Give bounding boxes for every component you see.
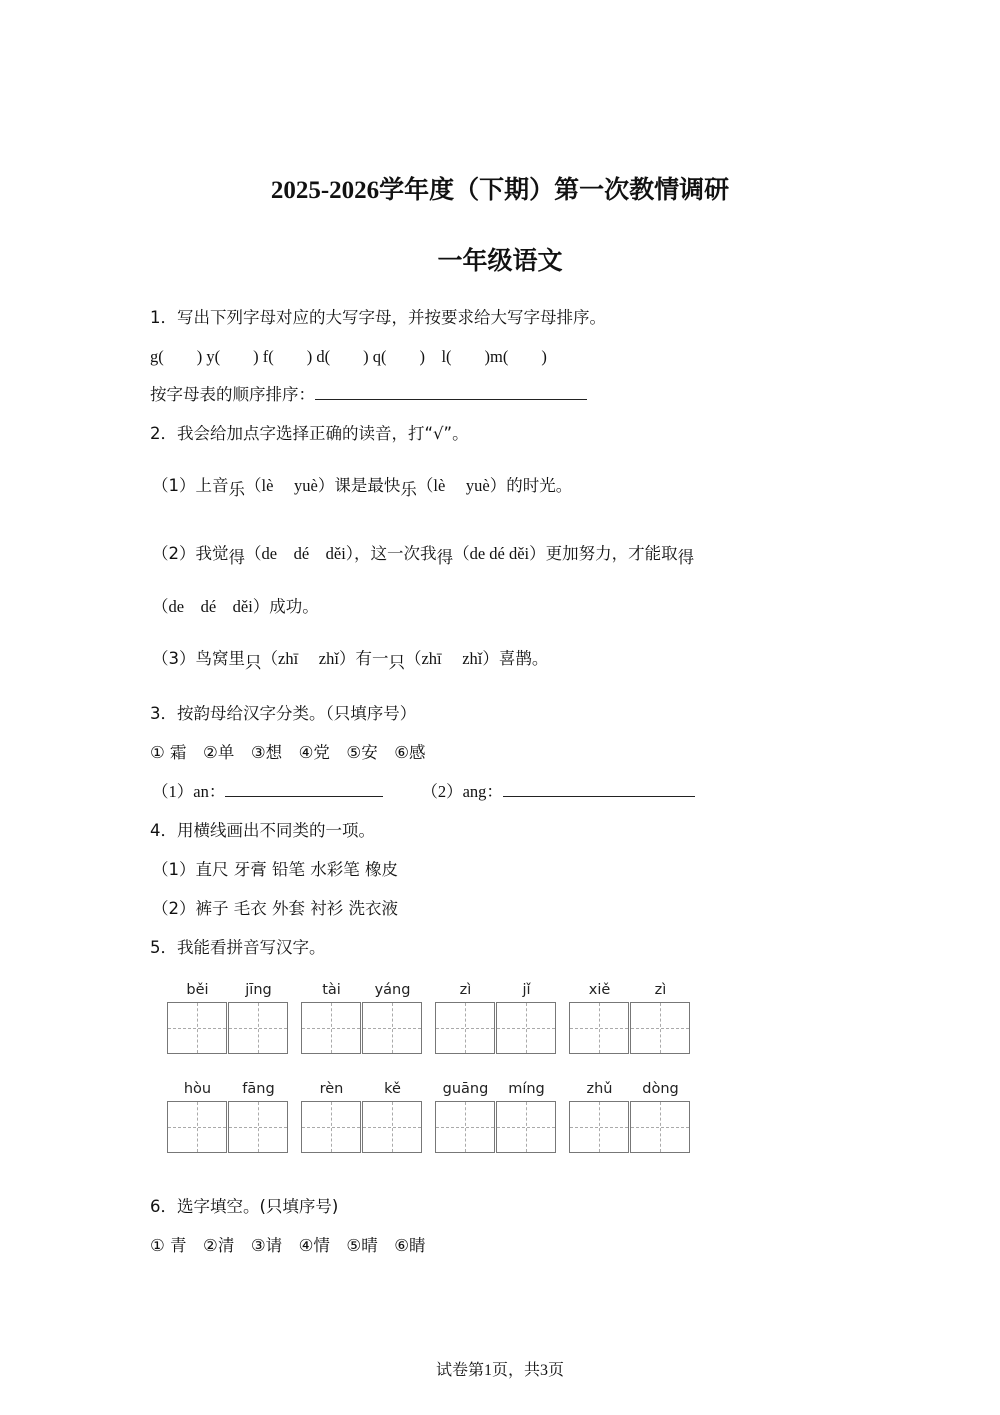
cell-guide-horizontal — [168, 1028, 226, 1029]
q2-sentence-3 — [152, 645, 549, 672]
q3-options: ① 霜 ②单 ③想 ④党 ⑤安 ⑥感 — [150, 743, 426, 762]
dotted-char: 得 — [677, 548, 695, 567]
pinyin-label: guāng — [442, 1081, 489, 1097]
writing-cell[interactable] — [569, 1002, 629, 1054]
pinyin-label: jīng — [245, 982, 272, 998]
pinyin-label: zhǔ — [586, 1081, 613, 1097]
q1-letters: g( ) y( ) f( ) d( ) q( ) l( )m( ) — [150, 347, 547, 366]
writing-cell[interactable] — [362, 1002, 422, 1054]
cell-guide-horizontal — [229, 1127, 287, 1128]
page-footer: 试卷第1页，共3页 — [435, 1362, 564, 1379]
pinyin-label: míng — [508, 1081, 545, 1097]
q1-sort-label: 按字母表的顺序排序： — [150, 385, 315, 404]
writing-cell[interactable] — [301, 1002, 361, 1054]
pinyin-choice[interactable]: （de dé děi），这一次我 — [245, 544, 437, 563]
q5-prompt: 5．我能看拼音写汉字。 — [150, 938, 326, 957]
q3-ang-label: （2）ang： — [421, 782, 503, 801]
writing-cell[interactable] — [496, 1002, 556, 1054]
writing-cell[interactable] — [569, 1101, 629, 1153]
q4-line-1[interactable]: （1）直尺 牙膏 铅笔 水彩笔 橡皮 — [152, 860, 398, 879]
pinyin-label: hòu — [183, 1081, 212, 1097]
writing-cell[interactable] — [301, 1101, 361, 1153]
cell-guide-horizontal — [436, 1028, 494, 1029]
q1-prompt: 1．写出下列字母对应的大写字母，并按要求给大写字母排序。 — [150, 308, 606, 327]
writing-cell[interactable] — [435, 1101, 495, 1153]
dotted-char: 只 — [388, 653, 405, 672]
cell-guide-horizontal — [363, 1028, 421, 1029]
q3-answer-row — [152, 778, 695, 802]
writing-cell[interactable] — [630, 1101, 690, 1153]
writing-cell[interactable] — [167, 1101, 227, 1153]
q2-s3-part: （3）鸟窝里 — [152, 649, 245, 668]
pinyin-label: fāng — [242, 1081, 275, 1097]
cell-guide-horizontal — [302, 1127, 360, 1128]
cell-guide-horizontal — [302, 1028, 360, 1029]
pinyin-label: tài — [322, 982, 341, 998]
pinyin-choice[interactable]: （zhī zhǐ）有一 — [261, 649, 389, 668]
q2-sentence-1 — [152, 472, 573, 499]
cell-guide-horizontal — [436, 1127, 494, 1128]
dotted-char: 乐 — [228, 480, 245, 499]
exam-subtitle: 一年级语文 — [437, 246, 563, 275]
pinyin-label: yáng — [374, 982, 411, 998]
dotted-char: 得 — [228, 548, 245, 567]
q4-prompt: 4．用横线画出不同类的一项。 — [150, 821, 375, 840]
dotted-char: 得 — [436, 548, 454, 567]
pinyin-choice[interactable]: （lè yuè）课是最快 — [245, 476, 401, 495]
q3-prompt: 3．按韵母给汉字分类。（只填序号） — [150, 704, 417, 723]
cell-guide-horizontal — [631, 1127, 689, 1128]
writing-cell[interactable] — [630, 1002, 690, 1054]
q6-prompt: 6．选字填空。(只填序号) — [150, 1197, 339, 1216]
q1-answer-blank[interactable] — [315, 383, 587, 400]
pinyin-label: zì — [654, 982, 667, 998]
writing-cell[interactable] — [496, 1101, 556, 1153]
cell-guide-horizontal — [570, 1028, 628, 1029]
pinyin-label: dòng — [642, 1081, 679, 1097]
pinyin-choice[interactable]: （lè yuè）的时光。 — [416, 476, 573, 495]
pinyin-label: zì — [459, 982, 472, 998]
pinyin-choice[interactable]: （zhī zhǐ）喜鹊。 — [404, 649, 549, 668]
pinyin-label: xiě — [588, 982, 611, 998]
q2-s1-part: （1）上音 — [152, 476, 229, 495]
dotted-char: 乐 — [400, 480, 417, 499]
pinyin-label: rèn — [319, 1081, 344, 1097]
pinyin-label: jǐ — [522, 982, 531, 998]
q6-options: ① 青 ②清 ③请 ④情 ⑤晴 ⑥睛 — [150, 1236, 426, 1255]
pinyin-label: kě — [384, 1081, 401, 1097]
writing-cell[interactable] — [228, 1002, 288, 1054]
q1-sort — [150, 381, 587, 405]
writing-cell[interactable] — [228, 1101, 288, 1153]
dotted-char: 只 — [245, 653, 262, 672]
q2-s2-part: （2）我觉 — [152, 544, 229, 563]
cell-guide-horizontal — [363, 1127, 421, 1128]
writing-cell[interactable] — [167, 1002, 227, 1054]
exam-title: 2025-2026学年度（下期）第一次教情调研 — [270, 177, 730, 204]
cell-guide-horizontal — [168, 1127, 226, 1128]
q3-ang-blank[interactable] — [503, 780, 695, 797]
cell-guide-horizontal — [229, 1028, 287, 1029]
q3-an-label: （1）an： — [152, 782, 226, 801]
pinyin-choice[interactable]: （de dé děi）更加努力，才能取 — [453, 544, 678, 563]
cell-guide-horizontal — [497, 1127, 555, 1128]
cell-guide-horizontal — [570, 1127, 628, 1128]
q2-sentence-2 — [152, 540, 695, 567]
q2-prompt: 2．我会给加点字选择正确的读音，打“√”。 — [150, 424, 469, 443]
q2-sentence-2b[interactable]: （de dé děi）成功。 — [152, 597, 319, 616]
writing-cell[interactable] — [435, 1002, 495, 1054]
cell-guide-horizontal — [631, 1028, 689, 1029]
writing-cell[interactable] — [362, 1101, 422, 1153]
q4-line-2[interactable]: （2）裤子 毛衣 外套 衬衫 洗衣液 — [152, 899, 398, 918]
q3-an-blank[interactable] — [225, 780, 383, 797]
pinyin-label: běi — [186, 982, 209, 998]
cell-guide-horizontal — [497, 1028, 555, 1029]
